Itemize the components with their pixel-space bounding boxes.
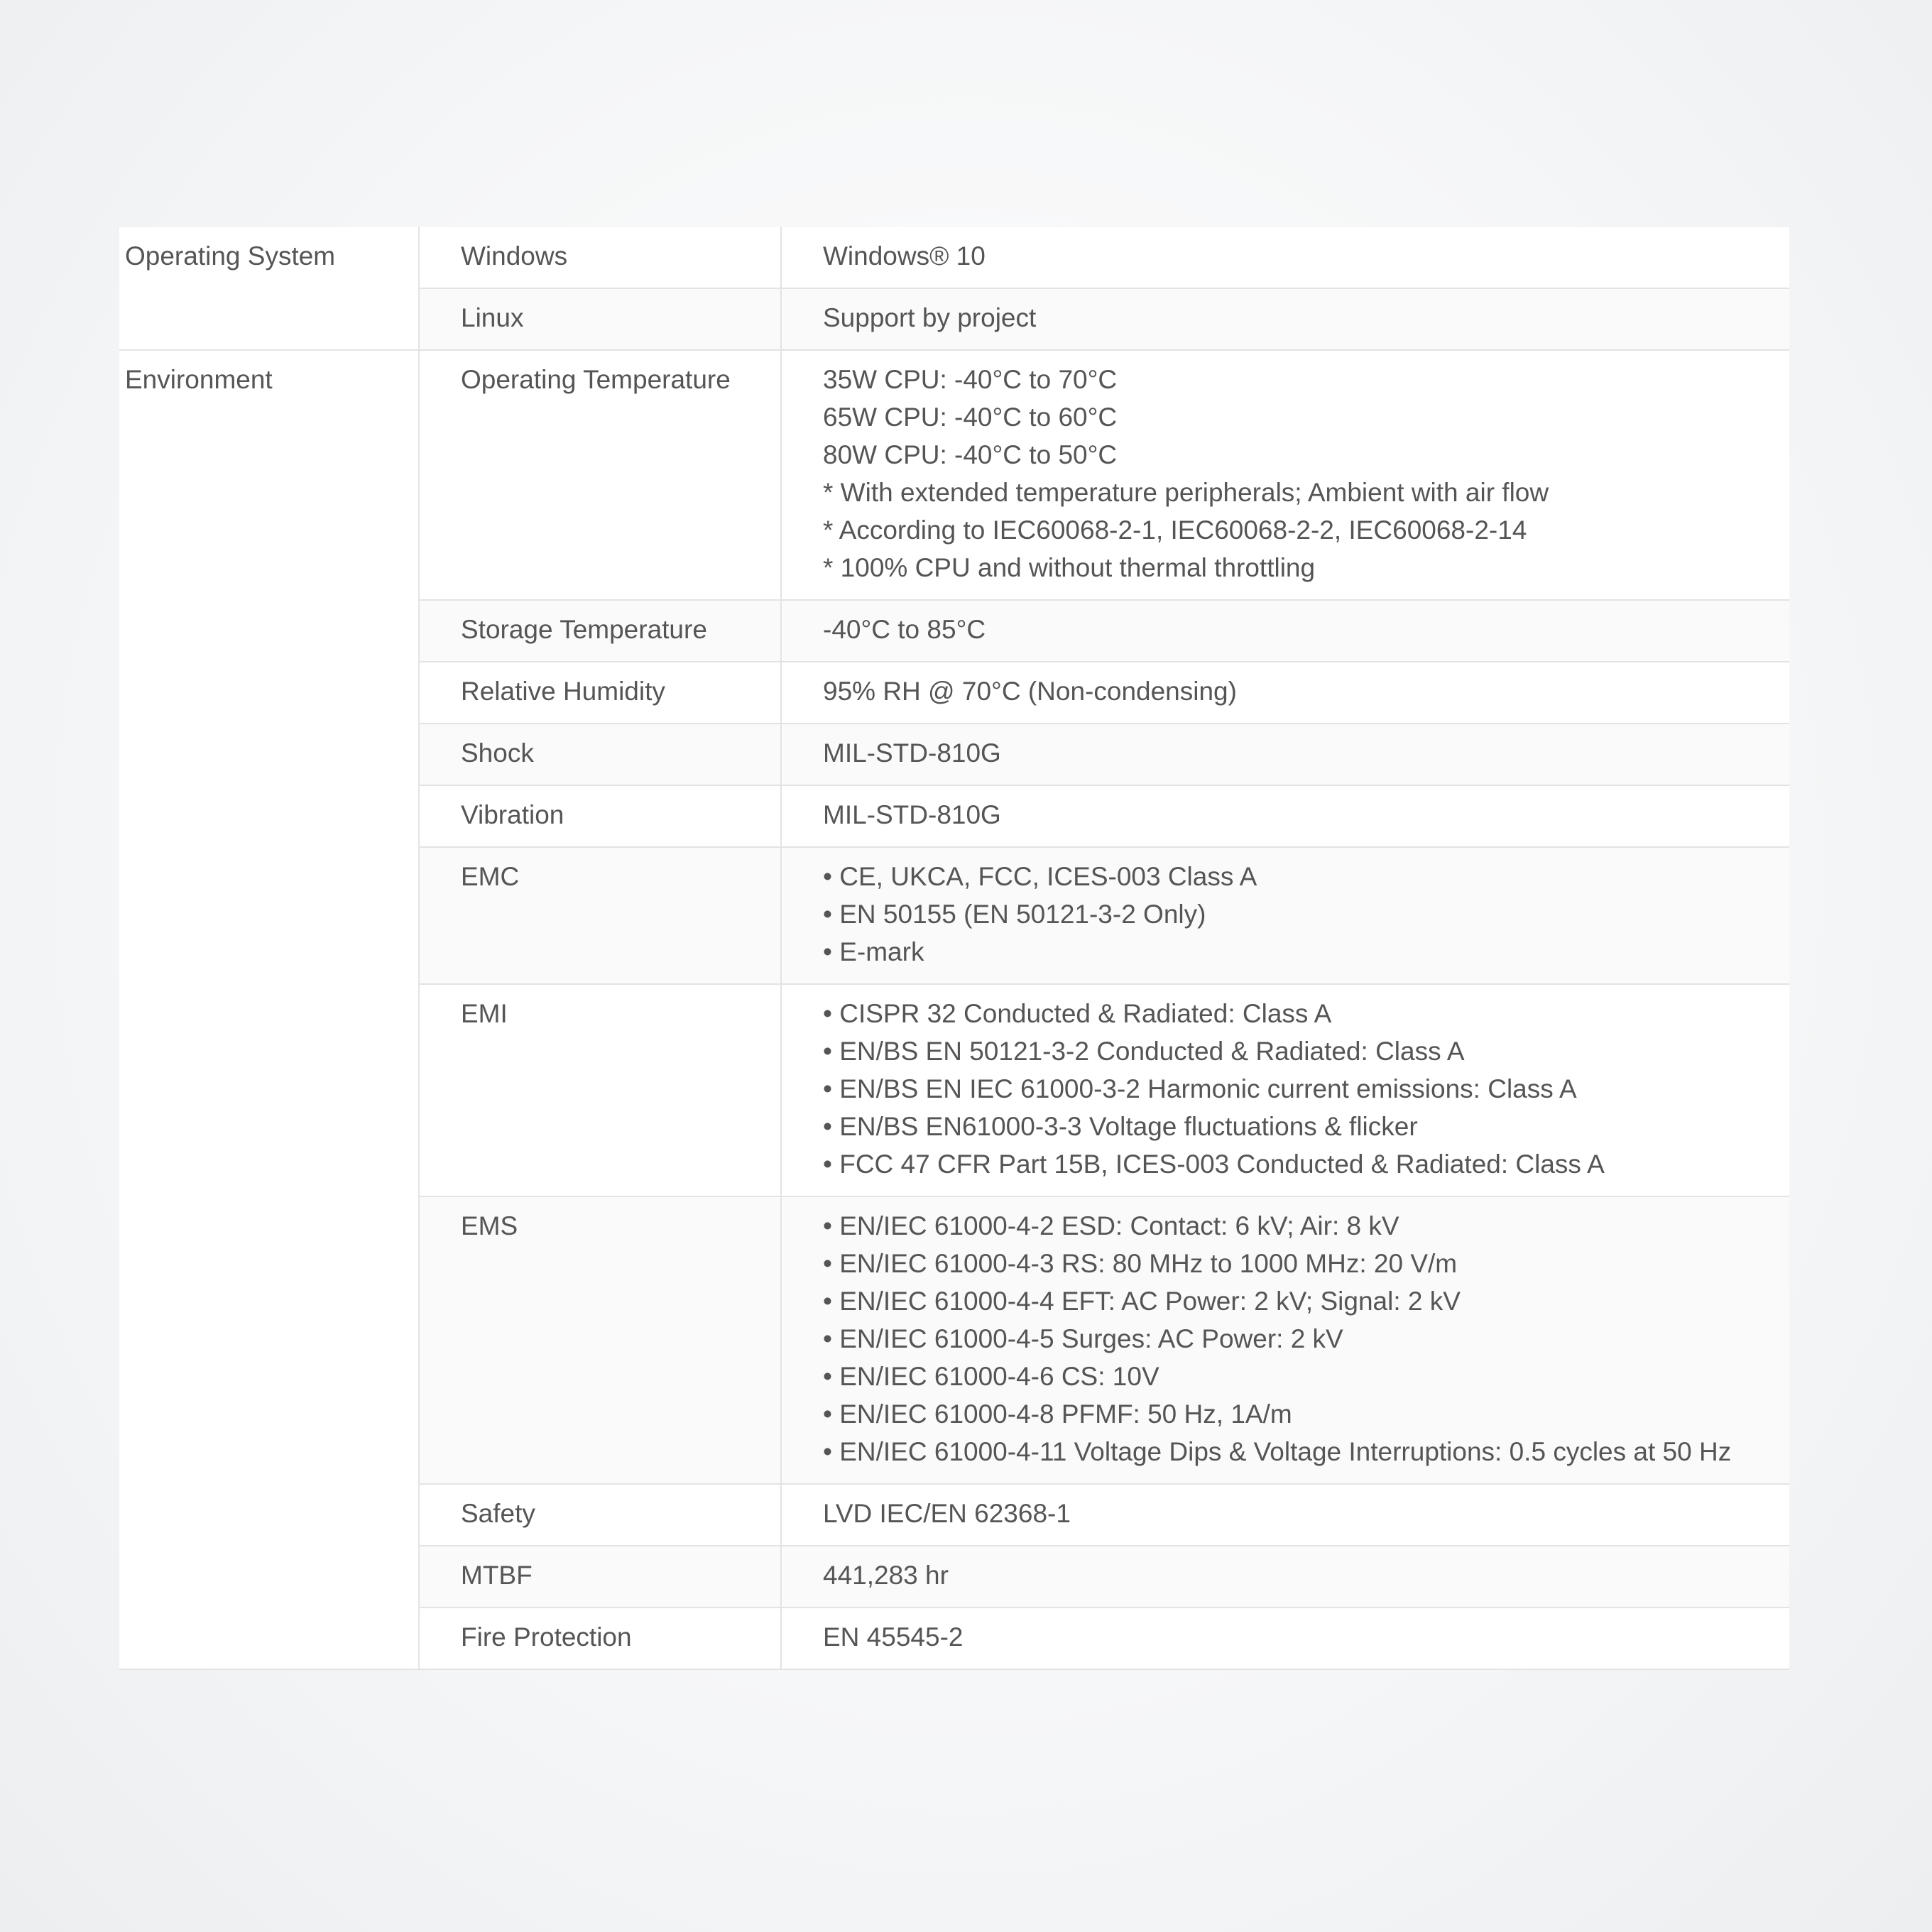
value-line: 65W CPU: -40°C to 60°C <box>823 403 1118 432</box>
value-line: 35W CPU: -40°C to 70°C <box>823 365 1118 394</box>
value-line: * According to IEC60068-2-1, IEC60068-2-2, IEC60068-2-14 <box>823 515 1527 545</box>
value-line: -40°C to 85°C <box>823 615 986 644</box>
value-line: • EN/IEC 61000-4-4 EFT: AC Power: 2 kV; Signal: 2 kV <box>823 1287 1461 1316</box>
value-line: • CISPR 32 Conducted & Radiated: Class A <box>823 999 1332 1028</box>
property-value <box>781 288 1789 350</box>
value-line: Support by project <box>823 303 1037 332</box>
value-line: • EN 50155 (EN 50121-3-2 Only) <box>823 900 1206 929</box>
property-value <box>781 785 1789 847</box>
property-label: MTBF <box>419 1546 781 1608</box>
property-value <box>781 1546 1789 1608</box>
property-label: Safety <box>419 1484 781 1546</box>
property-label: Windows <box>419 227 781 288</box>
value-line: • E-mark <box>823 937 924 966</box>
property-label: Relative Humidity <box>419 662 781 724</box>
property-value <box>781 1484 1789 1546</box>
value-line: • FCC 47 CFR Part 15B, ICES-003 Conducted & Radiated: Class A <box>823 1150 1605 1179</box>
property-value <box>781 1196 1789 1484</box>
value-line: MIL-STD-810G <box>823 800 1001 829</box>
property-label: Linux <box>419 288 781 350</box>
value-line: • EN/IEC 61000-4-6 CS: 10V <box>823 1362 1159 1391</box>
value-line: 80W CPU: -40°C to 50°C <box>823 440 1118 469</box>
value-line: • EN/BS EN 50121-3-2 Conducted & Radiated: Class A <box>823 1037 1465 1066</box>
property-value <box>781 1608 1789 1669</box>
value-line: * With extended temperature peripherals; Ambient with air flow <box>823 478 1549 507</box>
property-value <box>781 847 1789 984</box>
property-value <box>781 227 1789 288</box>
property-label: Fire Protection <box>419 1608 781 1669</box>
property-value <box>781 350 1789 600</box>
value-line: • EN/BS EN61000-3-3 Voltage fluctuations & flicker <box>823 1112 1418 1141</box>
value-line: MIL-STD-810G <box>823 738 1001 768</box>
category-operating-system: Operating System <box>119 227 419 350</box>
value-line: • EN/IEC 61000-4-2 ESD: Contact: 6 kV; Air: 8 kV <box>823 1211 1399 1240</box>
value-line: LVD IEC/EN 62368-1 <box>823 1499 1071 1528</box>
value-line: 441,283 hr <box>823 1561 949 1590</box>
property-label: Operating Temperature <box>419 350 781 600</box>
value-line: • EN/IEC 61000-4-8 PFMF: 50 Hz, 1A/m <box>823 1399 1292 1429</box>
property-value <box>781 662 1789 724</box>
property-label: Storage Temperature <box>419 600 781 662</box>
value-line: EN 45545-2 <box>823 1622 964 1652</box>
value-line: 95% RH @ 70°C (Non-condensing) <box>823 677 1237 706</box>
value-line: * 100% CPU and without thermal throttling <box>823 553 1316 582</box>
value-line: • EN/IEC 61000-4-11 Voltage Dips & Voltage Interruptions: 0.5 cycles at 50 Hz <box>823 1437 1732 1466</box>
category-environment: Environment <box>119 350 419 1669</box>
property-label: EMS <box>419 1196 781 1484</box>
value-line: Windows® 10 <box>823 241 986 271</box>
spec-table <box>119 227 1789 1670</box>
value-line: • CE, UKCA, FCC, ICES-003 Class A <box>823 862 1257 891</box>
value-line: • EN/IEC 61000-4-3 RS: 80 MHz to 1000 MHz: 20 V/m <box>823 1249 1458 1278</box>
table-row <box>119 350 1789 600</box>
property-label: Vibration <box>419 785 781 847</box>
property-value <box>781 984 1789 1196</box>
property-label: EMC <box>419 847 781 984</box>
value-line: • EN/IEC 61000-4-5 Surges: AC Power: 2 kV <box>823 1324 1343 1353</box>
value-line: • EN/BS EN IEC 61000-3-2 Harmonic current emissions: Class A <box>823 1074 1577 1103</box>
property-value <box>781 600 1789 662</box>
property-value <box>781 724 1789 785</box>
table-row <box>119 227 1789 288</box>
property-label: EMI <box>419 984 781 1196</box>
property-label: Shock <box>419 724 781 785</box>
